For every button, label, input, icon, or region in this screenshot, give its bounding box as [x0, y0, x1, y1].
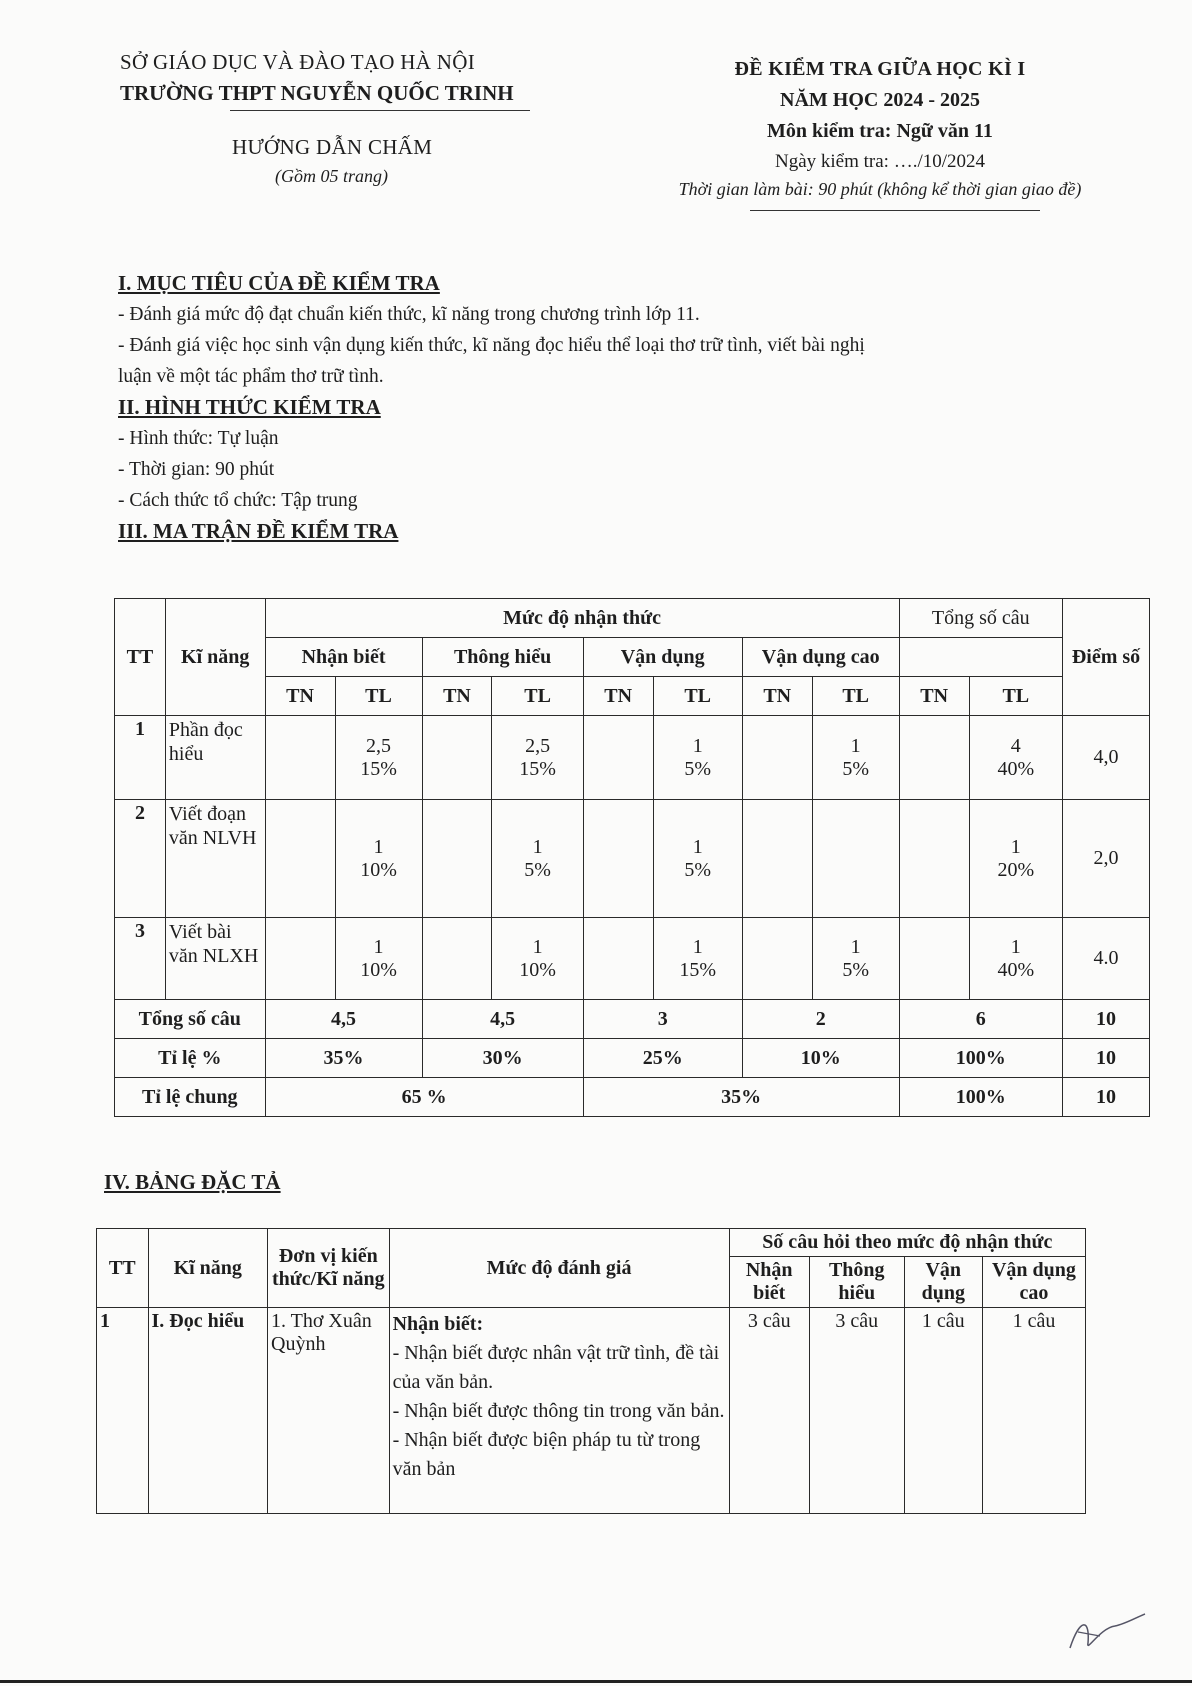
cell-percent: 5%	[684, 858, 712, 881]
cell-count: 1	[373, 935, 384, 958]
header-skill: Kĩ năng	[165, 599, 265, 716]
sum-vd: 3	[583, 1000, 742, 1039]
header-left-rule	[230, 110, 530, 111]
row-tt: 2	[115, 800, 166, 918]
sum-label: Tổng số câu	[115, 1000, 266, 1039]
spec-row-skill: I. Đọc hiểu	[148, 1308, 268, 1514]
cell-score: 2,0	[1062, 800, 1149, 918]
school-year: NĂM HỌC 2024 - 2025	[780, 89, 980, 111]
rate-th: 30%	[422, 1039, 583, 1078]
header-van-dung: Vận dụng	[583, 638, 742, 677]
row-tt: 3	[115, 918, 166, 1000]
cell-count: 1	[850, 734, 861, 757]
row-skill: Phần đọc hiểu	[165, 716, 265, 800]
sum-nb: 4,5	[265, 1000, 422, 1039]
general-total: 100%	[899, 1078, 1062, 1117]
spec-header-skill: Kĩ năng	[148, 1229, 268, 1308]
header-tt: TT	[115, 599, 166, 716]
header-tl: TL	[812, 677, 899, 716]
section-2-line: - Thời gian: 90 phút	[118, 459, 275, 480]
general-label: Tỉ lệ chung	[115, 1078, 266, 1117]
cell-score: 4.0	[1062, 918, 1149, 1000]
cell-percent: 15%	[679, 958, 717, 981]
cell-nb	[335, 800, 422, 918]
rate-nb: 35%	[265, 1039, 422, 1078]
spec-header-nb: Nhận biết	[729, 1257, 809, 1308]
header-nhan-biet: Nhận biết	[265, 638, 422, 677]
cell-percent: 10%	[360, 958, 397, 981]
spec-row-tt: 1	[97, 1308, 149, 1514]
cell-count: 4	[1010, 734, 1021, 757]
header-tn: TN	[265, 677, 335, 716]
body-text	[118, 268, 1138, 547]
school-name: TRƯỜNG THPT NGUYỄN QUỐC TRINH	[120, 81, 514, 105]
cell-nb	[335, 716, 422, 800]
cell-percent: 40%	[997, 757, 1035, 780]
general-a: 65 %	[265, 1078, 583, 1117]
header-tn: TN	[583, 677, 653, 716]
header-score: Điểm số	[1062, 599, 1149, 716]
cell-total	[969, 716, 1062, 800]
header-thong-hieu: Thông hiểu	[422, 638, 583, 677]
cell-count: 1	[692, 835, 703, 858]
cell-count: 2,5	[366, 734, 392, 757]
rate-label: Tỉ lệ %	[115, 1039, 266, 1078]
cell-count: 1	[1010, 835, 1021, 858]
cell-percent: 5%	[684, 757, 712, 780]
cell-count: 1	[692, 935, 703, 958]
spec-row-th: 3 câu	[809, 1308, 904, 1514]
cell-th	[492, 800, 583, 918]
section-1-line: - Đánh giá việc học sinh vận dụng kiến thức, kĩ năng đọc hiểu thể loại thơ trữ tình, viết bài nghị	[118, 335, 865, 356]
cell-count: 1	[1010, 935, 1021, 958]
sum-th: 4,5	[422, 1000, 583, 1039]
header-tn: TN	[899, 677, 969, 716]
spec-row-unit: 1. Thơ Xuân Quỳnh	[268, 1308, 390, 1514]
document-title: HƯỚNG DẪN CHẤM	[232, 135, 433, 159]
section-1-line: luận về một tác phẩm thơ trữ tình.	[118, 366, 384, 387]
spec-row-vdc: 1 câu	[982, 1308, 1085, 1514]
department-name: SỞ GIÁO DỤC VÀ ĐÀO TẠO HÀ NỘI	[120, 50, 476, 74]
cell-total	[969, 800, 1062, 918]
cell-percent: 40%	[997, 958, 1035, 981]
header-right	[600, 58, 1160, 211]
section-2-title: II. HÌNH THỨC KIỂM TRA	[118, 395, 381, 419]
cell-th	[492, 716, 583, 800]
cell-count: 2,5	[525, 734, 551, 757]
header-tl: TL	[969, 677, 1062, 716]
general-b: 35%	[583, 1078, 899, 1117]
rate-vdc: 10%	[742, 1039, 899, 1078]
rate-score: 10	[1062, 1039, 1149, 1078]
signature-mark	[1060, 1608, 1150, 1658]
section-2-line: - Cách thức tổ chức: Tập trung	[118, 490, 358, 511]
cell-percent: 15%	[519, 757, 556, 780]
eval-heading: Nhận biết:	[392, 1313, 484, 1335]
cell-score: 4,0	[1062, 716, 1149, 800]
section-1-line: - Đánh giá mức độ đạt chuẩn kiến thức, kĩ năng trong chương trình lớp 11.	[118, 304, 700, 325]
section-3-title: III. MA TRẬN ĐỀ KIỂM TRA	[118, 519, 399, 543]
header-right-rule	[750, 210, 1040, 211]
cell-count: 1	[532, 935, 543, 958]
spec-header-vdc: Vận dụng cao	[982, 1257, 1085, 1308]
eval-item: - Nhận biết được thông tin trong văn bản.	[392, 1400, 725, 1422]
header-left	[120, 50, 580, 187]
eval-item: - Nhận biết được biện pháp tu từ trong văn bản	[392, 1429, 701, 1480]
cell-percent: 5%	[524, 858, 551, 881]
spec-row-vd: 1 câu	[904, 1308, 982, 1514]
sum-total: 6	[899, 1000, 1062, 1039]
page-count: (Gồm 05 trang)	[275, 166, 388, 186]
spec-table	[96, 1228, 1086, 1514]
cell-count: 1	[532, 835, 543, 858]
header-tl: TL	[335, 677, 422, 716]
cell-percent: 5%	[842, 958, 870, 981]
exam-duration: Thời gian làm bài: 90 phút (không kể thời gian giao đề)	[678, 179, 1082, 199]
header-tl: TL	[492, 677, 583, 716]
header-tn: TN	[422, 677, 492, 716]
row-skill: Viết bài văn NLXH	[165, 918, 265, 1000]
cell-vd	[653, 918, 742, 1000]
sum-vdc: 2	[742, 1000, 899, 1039]
cell-count: 1	[692, 734, 703, 757]
cell-percent: 10%	[360, 858, 397, 881]
exam-matrix-table	[114, 598, 1150, 1117]
rate-total: 100%	[899, 1039, 1062, 1078]
spec-header-eval: Mức độ đánh giá	[389, 1229, 729, 1308]
header-total-blank	[899, 638, 1062, 677]
rate-vd: 25%	[583, 1039, 742, 1078]
sum-score: 10	[1062, 1000, 1149, 1039]
eval-item: - Nhận biết được nhân vật trữ tình, đề tài của văn bản.	[392, 1342, 720, 1393]
section-2-line: - Hình thức: Tự luận	[118, 428, 279, 449]
exam-date: Ngày kiểm tra: …./10/2024	[774, 151, 986, 172]
cell-percent: 5%	[842, 757, 870, 780]
header-total: Tổng số câu	[899, 599, 1062, 638]
cell-percent: 15%	[360, 757, 397, 780]
cell-percent: 20%	[997, 858, 1035, 881]
spec-header-th: Thông hiểu	[809, 1257, 904, 1308]
cell-vd	[653, 716, 742, 800]
exam-title: ĐỀ KIỂM TRA GIỮA HỌC KÌ I	[734, 58, 1026, 80]
spec-row-nb: 3 câu	[729, 1308, 809, 1514]
section-4-title: IV. BẢNG ĐẶC TẢ	[104, 1170, 281, 1194]
cell-vdc	[812, 800, 899, 918]
cell-count: 1	[850, 935, 861, 958]
spec-header-count: Số câu hỏi theo mức độ nhận thức	[729, 1229, 1085, 1257]
cell-th	[492, 918, 583, 1000]
cell-vdc	[812, 716, 899, 800]
spec-header-tt: TT	[97, 1229, 149, 1308]
cell-vd	[653, 800, 742, 918]
row-tt: 1	[115, 716, 166, 800]
spec-header-vd: Vận dụng	[904, 1257, 982, 1308]
header-van-dung-cao: Vận dụng cao	[742, 638, 899, 677]
cell-vdc	[812, 918, 899, 1000]
header-cognitive-level: Mức độ nhận thức	[265, 599, 899, 638]
page-bottom-rule	[0, 1680, 1192, 1683]
header-tl: TL	[653, 677, 742, 716]
row-skill: Viết đoạn văn NLVH	[165, 800, 265, 918]
spec-row-eval	[389, 1308, 729, 1514]
section-1-title: I. MỤC TIÊU CỦA ĐỀ KIỂM TRA	[118, 271, 440, 295]
cell-nb	[335, 918, 422, 1000]
cell-total	[969, 918, 1062, 1000]
general-score: 10	[1062, 1078, 1149, 1117]
subject: Môn kiểm tra: Ngữ văn 11	[767, 120, 993, 142]
cell-percent: 10%	[519, 958, 556, 981]
cell-count: 1	[373, 835, 384, 858]
header-tn: TN	[742, 677, 812, 716]
spec-header-unit: Đơn vị kiến thức/Kĩ năng	[268, 1229, 390, 1308]
